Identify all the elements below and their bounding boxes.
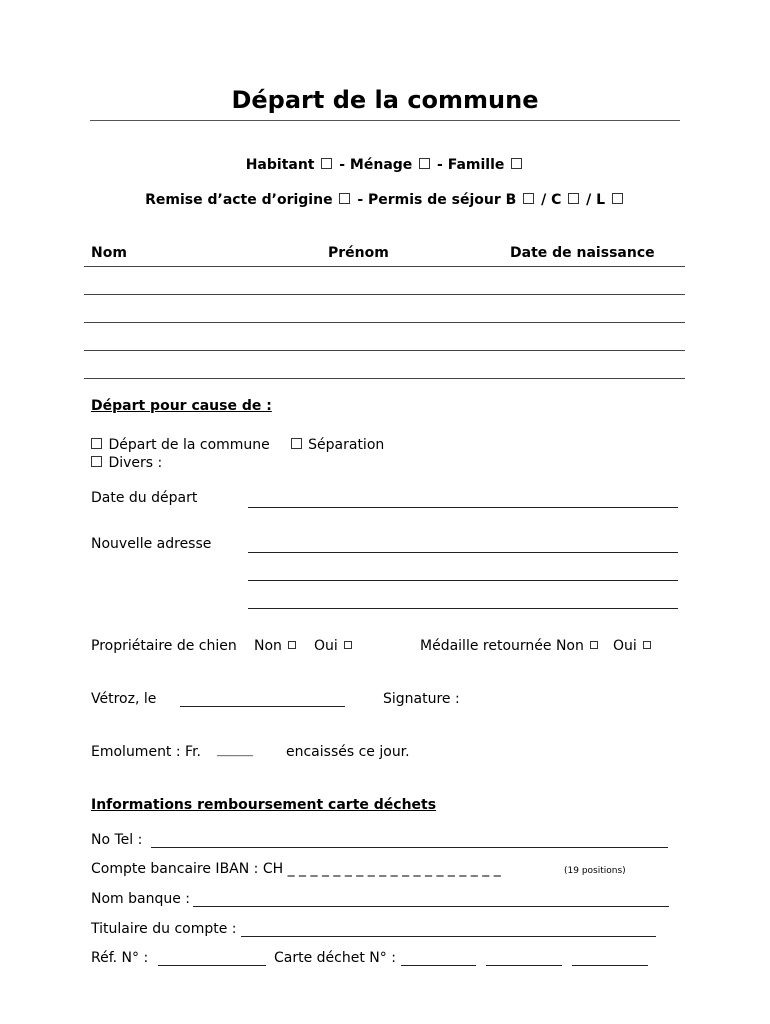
- banque-label: Nom banque :: [91, 891, 191, 907]
- cause-options-row: [91, 437, 384, 453]
- banque-field[interactable]: [193, 906, 669, 907]
- adresse-line-1[interactable]: [248, 552, 678, 553]
- depart-checkbox[interactable]: [91, 438, 102, 449]
- header-date-naissance: Date de naissance: [510, 245, 655, 261]
- iban-label[interactable]: Compte bancaire IBAN : CH _ _ _ _ _ _ _ _ _ _ _ _ _ _ _ _ _ _ _: [91, 861, 501, 877]
- place-date-label: Vétroz, le: [91, 691, 157, 707]
- emolument-suffix: encaissés ce jour.: [286, 744, 410, 760]
- chien-oui-label: Oui: [314, 638, 338, 654]
- famille-checkbox[interactable]: [511, 158, 522, 169]
- remise-label: Remise d’acte d’origine: [145, 192, 333, 208]
- remise-checkbox[interactable]: [339, 193, 350, 204]
- permis-l-label: / L: [586, 192, 606, 208]
- header-nom: Nom: [91, 245, 127, 261]
- signature-label: Signature :: [383, 691, 460, 707]
- permis-b-checkbox[interactable]: [523, 193, 534, 204]
- divers-checkbox[interactable]: [91, 456, 102, 467]
- page-title: Départ de la commune: [231, 86, 539, 114]
- permis-b-label: - Permis de séjour B: [357, 192, 517, 208]
- separation-label: Séparation: [308, 437, 385, 453]
- refund-heading: Informations remboursement carte déchets: [91, 797, 437, 813]
- medaille-non-checkbox[interactable]: [590, 641, 598, 649]
- tel-label: No Tel :: [91, 832, 143, 848]
- divers-label: Divers :: [108, 455, 163, 471]
- date-depart-label: Date du départ: [91, 490, 198, 506]
- habitant-label: Habitant: [245, 157, 315, 173]
- carte-label: Carte déchet N° :: [274, 950, 396, 966]
- medaille-oui: [613, 638, 651, 654]
- permis-c-label: / C: [541, 192, 562, 208]
- medaille-oui-checkbox[interactable]: [643, 641, 651, 649]
- chien-non-checkbox[interactable]: [288, 641, 296, 649]
- nouvelle-adresse-label: Nouvelle adresse: [91, 536, 212, 552]
- chien-non-label: Non: [254, 638, 282, 654]
- habitant-checkbox[interactable]: [321, 158, 332, 169]
- table-row-line[interactable]: [84, 350, 685, 351]
- status-line: [0, 157, 770, 173]
- ref-field[interactable]: [158, 965, 266, 966]
- header-prenom: Prénom: [328, 245, 389, 261]
- chien-oui: [314, 638, 352, 654]
- iban-note: (19 positions): [564, 866, 626, 876]
- carte-field-2[interactable]: [486, 965, 562, 966]
- emolument-blank[interactable]: ________: [217, 747, 253, 757]
- famille-label: - Famille: [437, 157, 505, 173]
- tel-field[interactable]: [151, 847, 668, 848]
- medaille-oui-label: Oui: [613, 638, 637, 654]
- carte-field-1[interactable]: [401, 965, 476, 966]
- menage-label: - Ménage: [339, 157, 413, 173]
- carte-field-3[interactable]: [572, 965, 648, 966]
- chien-non: [254, 638, 296, 654]
- emolument-label: Emolument : Fr.: [91, 744, 201, 760]
- permis-c-checkbox[interactable]: [568, 193, 579, 204]
- adresse-line-3[interactable]: [248, 608, 678, 609]
- medaille: [420, 638, 598, 654]
- chien-oui-checkbox[interactable]: [344, 641, 352, 649]
- menage-checkbox[interactable]: [419, 158, 430, 169]
- cause-heading: Départ pour cause de :: [91, 398, 272, 414]
- separation-checkbox[interactable]: [291, 438, 302, 449]
- table-header-rule: [84, 266, 685, 267]
- chien-label: Propriétaire de chien: [91, 638, 237, 654]
- title-rule: [90, 120, 680, 121]
- medaille-label: Médaille retournée Non: [420, 638, 584, 654]
- titulaire-field[interactable]: [241, 936, 656, 937]
- table-row-line[interactable]: [84, 294, 685, 295]
- date-depart-field[interactable]: [248, 507, 678, 508]
- date-field[interactable]: [180, 706, 345, 707]
- adresse-line-2[interactable]: [248, 580, 678, 581]
- permit-line: [0, 192, 770, 208]
- titulaire-label: Titulaire du compte :: [91, 921, 237, 937]
- ref-label: Réf. N° :: [91, 950, 149, 966]
- table-row-line[interactable]: [84, 322, 685, 323]
- table-row-line[interactable]: [84, 378, 685, 379]
- depart-label: Départ de la commune: [108, 437, 270, 453]
- divers-row: [91, 455, 162, 471]
- permis-l-checkbox[interactable]: [612, 193, 623, 204]
